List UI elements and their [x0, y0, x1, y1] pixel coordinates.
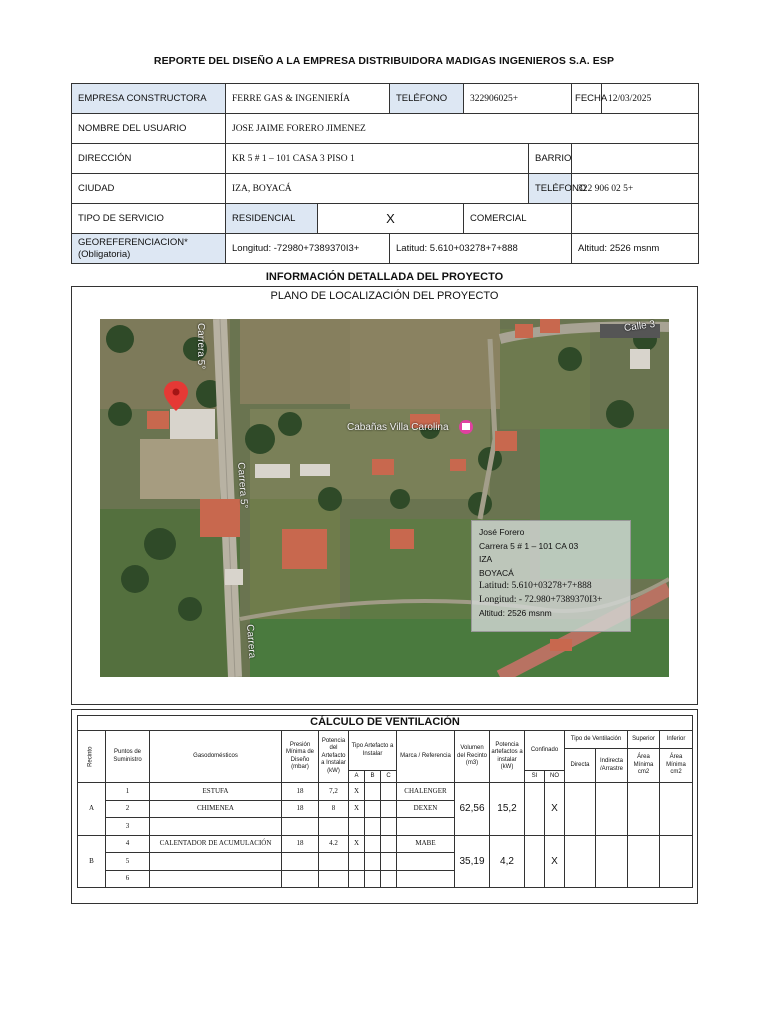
poi-label[interactable]: Cabañas Villa Carolina	[347, 422, 449, 433]
potencia-cell: 8	[319, 800, 349, 818]
tipo-b-cell	[365, 835, 381, 853]
col-area-inf: Área Mínima cm2	[660, 749, 693, 783]
presion-cell	[282, 853, 319, 871]
header-table	[71, 83, 699, 264]
recinto-a: A	[78, 783, 106, 836]
col-recinto	[78, 731, 106, 783]
fecha-label: FECHA	[572, 84, 602, 114]
street-label-carrera-middle: Carrera 5°	[235, 462, 250, 509]
col-inferior: Inferior	[660, 731, 693, 749]
gaso-cell	[150, 818, 282, 836]
punto-cell: 5	[106, 853, 150, 871]
col-a: A	[349, 771, 365, 783]
geo-label	[72, 234, 226, 264]
col-confinado: Confinado	[525, 731, 565, 771]
telefono-label: TELÉFONO	[390, 84, 464, 114]
no-b: X	[545, 835, 565, 888]
col-c: C	[381, 771, 397, 783]
table-row	[78, 783, 693, 801]
telefono-value: 322906025+	[464, 84, 572, 114]
tipo-c-cell	[381, 870, 397, 888]
tipo-c-cell	[381, 853, 397, 871]
presion-cell: 18	[282, 800, 319, 818]
residencial-label: RESIDENCIAL	[226, 204, 318, 234]
usuario-value: JOSE JAIME FORERO JIMENEZ	[226, 114, 699, 144]
si-a	[525, 783, 545, 836]
tipo-a-cell: X	[349, 783, 365, 801]
col-gaso: Gasodomésticos	[150, 731, 282, 783]
volumen-b: 35,19	[455, 835, 490, 888]
potencia-cell	[319, 853, 349, 871]
potencia-cell	[319, 818, 349, 836]
directa-b	[565, 835, 596, 888]
tipo-b-cell	[365, 818, 381, 836]
tipo-a-cell	[349, 818, 365, 836]
info-address: Carrera 5 # 1 – 101 CA 03	[479, 540, 579, 551]
ciudad-label: CIUDAD	[72, 174, 226, 204]
marca-cell	[397, 870, 455, 888]
potencia-cell: 7,2	[319, 783, 349, 801]
geo-sub: (Obligatoria)	[78, 248, 131, 260]
col-tipo: Tipo Artefacto a Instalar	[349, 731, 397, 771]
col-recinto-text: Recinto	[87, 746, 94, 767]
marca-cell: DEXEN	[397, 800, 455, 818]
presion-cell	[282, 818, 319, 836]
tipo-c-cell	[381, 800, 397, 818]
col-si: SI	[525, 771, 545, 783]
gaso-cell: CHIMENEA	[150, 800, 282, 818]
tipo-a-cell	[349, 870, 365, 888]
usuario-label: NOMBRE DEL USUARIO	[72, 114, 226, 144]
recinto-b: B	[78, 835, 106, 888]
tipo-a-cell: X	[349, 835, 365, 853]
barrio-value	[572, 144, 699, 174]
residencial-mark: X	[318, 204, 464, 234]
potencia-total-b: 4,2	[490, 835, 525, 888]
tipo-c-cell	[381, 818, 397, 836]
punto-cell: 6	[106, 870, 150, 888]
fecha-value: 12/03/2025	[602, 84, 699, 114]
marca-cell	[397, 818, 455, 836]
table-row	[78, 835, 693, 853]
tipo-b-cell	[365, 870, 381, 888]
gaso-cell: CALENTADOR DE ACUMULACIÓN	[150, 835, 282, 853]
gaso-cell: ESTUFA	[150, 783, 282, 801]
punto-cell: 3	[106, 818, 150, 836]
si-b	[525, 835, 545, 888]
col-area-sup: Área Mínima cm2	[628, 749, 660, 783]
comercial-label: COMERCIAL	[464, 204, 572, 234]
info-lat: Latitud: 5.610+03278+7+888	[479, 581, 592, 591]
ventilation-title: CÁLCULO DE VENTILACIÓN	[78, 716, 693, 731]
direccion-label: DIRECCIÓN	[72, 144, 226, 174]
info-dept: BOYACÁ	[479, 567, 514, 578]
tipo-c-cell	[381, 835, 397, 853]
marca-cell: CHALENGER	[397, 783, 455, 801]
page-title: REPORTE DEL DISEÑO A LA EMPRESA DISTRIBUIDORA MADIGAS INGENIEROS S.A. ESP	[153, 55, 615, 67]
potencia-cell	[319, 870, 349, 888]
area-sup-a	[628, 783, 660, 836]
marca-cell: MABE	[397, 835, 455, 853]
info-name: José Forero	[479, 527, 525, 537]
street-label-carrera-top: Carrera 5°	[195, 323, 206, 370]
marca-cell	[397, 853, 455, 871]
presion-cell	[282, 870, 319, 888]
empresa-value: FERRE GAS & INGENIERÍA	[226, 84, 390, 114]
ciudad-value: IZA, BOYACÁ	[226, 174, 529, 204]
presion-cell: 18	[282, 783, 319, 801]
satellite-map[interactable]	[100, 319, 669, 677]
info-lon: Longitud: - 72.980+7389370I3+	[479, 594, 603, 605]
latitud-value: Latitud: 5.610+03278+7+888	[390, 234, 572, 264]
ventilation-box	[71, 709, 698, 904]
info-city: IZA	[479, 554, 493, 564]
punto-cell: 1	[106, 783, 150, 801]
servicio-label: TIPO DE SERVICIO	[72, 204, 226, 234]
direccion-value: KR 5 # 1 – 101 CASA 3 PISO 1	[226, 144, 529, 174]
barrio-label: BARRIO	[529, 144, 572, 174]
directa-a	[565, 783, 596, 836]
col-directa: Directa	[565, 749, 596, 783]
telefono2-label: TELÉFONO	[529, 174, 572, 204]
section-title: INFORMACIÓN DETALLADA DEL PROYECTO	[265, 271, 504, 283]
comercial-mark	[572, 204, 699, 234]
gaso-cell	[150, 853, 282, 871]
col-tipo-vent: Tipo de Ventilación	[565, 731, 628, 749]
punto-cell: 2	[106, 800, 150, 818]
col-potencia: Potencia del Artefacto a Instalar (kW)	[319, 731, 349, 783]
ventilation-table	[77, 715, 693, 888]
col-volumen: Volumen del Recinto (m3)	[455, 731, 490, 783]
altitud-value: Altitud: 2526 msnm	[572, 234, 699, 264]
col-indirecta: Indirecta /Arrastre	[596, 749, 628, 783]
geo-label-text: GEOREFERENCIACION*	[78, 236, 188, 248]
gaso-cell	[150, 870, 282, 888]
tipo-a-cell: X	[349, 800, 365, 818]
indirecta-a	[596, 783, 628, 836]
area-inf-b	[660, 835, 693, 888]
tipo-b-cell	[365, 800, 381, 818]
potencia-total-a: 15,2	[490, 783, 525, 836]
tipo-b-cell	[365, 853, 381, 871]
indirecta-b	[596, 835, 628, 888]
location-info-box	[471, 520, 631, 632]
telefono2-value: 322 906 02 5+	[572, 174, 699, 204]
col-puntos: Puntos de Suministro	[106, 731, 150, 783]
punto-cell: 4	[106, 835, 150, 853]
longitud-value: Longitud: -72980+7389370I3+	[226, 234, 390, 264]
info-alt: Altitud: 2526 msnm	[479, 608, 552, 618]
volumen-a: 62,56	[455, 783, 490, 836]
col-b: B	[365, 771, 381, 783]
empresa-label: EMPRESA CONSTRUCTORA	[72, 84, 226, 114]
col-potencia-art: Potencia artefactos a instalar (kW)	[490, 731, 525, 783]
presion-cell: 18	[282, 835, 319, 853]
tipo-c-cell	[381, 783, 397, 801]
tipo-b-cell	[365, 783, 381, 801]
tipo-a-cell	[349, 853, 365, 871]
street-label-carrera-bottom: Carrera	[244, 624, 258, 659]
area-sup-b	[628, 835, 660, 888]
no-a: X	[545, 783, 565, 836]
plan-title: PLANO DE LOCALIZACIÓN DEL PROYECTO	[270, 290, 499, 302]
col-marca: Marca / Referencia	[397, 731, 455, 783]
potencia-cell: 4.2	[319, 835, 349, 853]
street-label-calle: Calle 3	[623, 319, 656, 335]
col-superior: Superior	[628, 731, 660, 749]
area-inf-a	[660, 783, 693, 836]
col-presion: Presión Mínima de Diseño (mbar)	[282, 731, 319, 783]
col-no: NO	[545, 771, 565, 783]
plan-box	[71, 286, 698, 705]
